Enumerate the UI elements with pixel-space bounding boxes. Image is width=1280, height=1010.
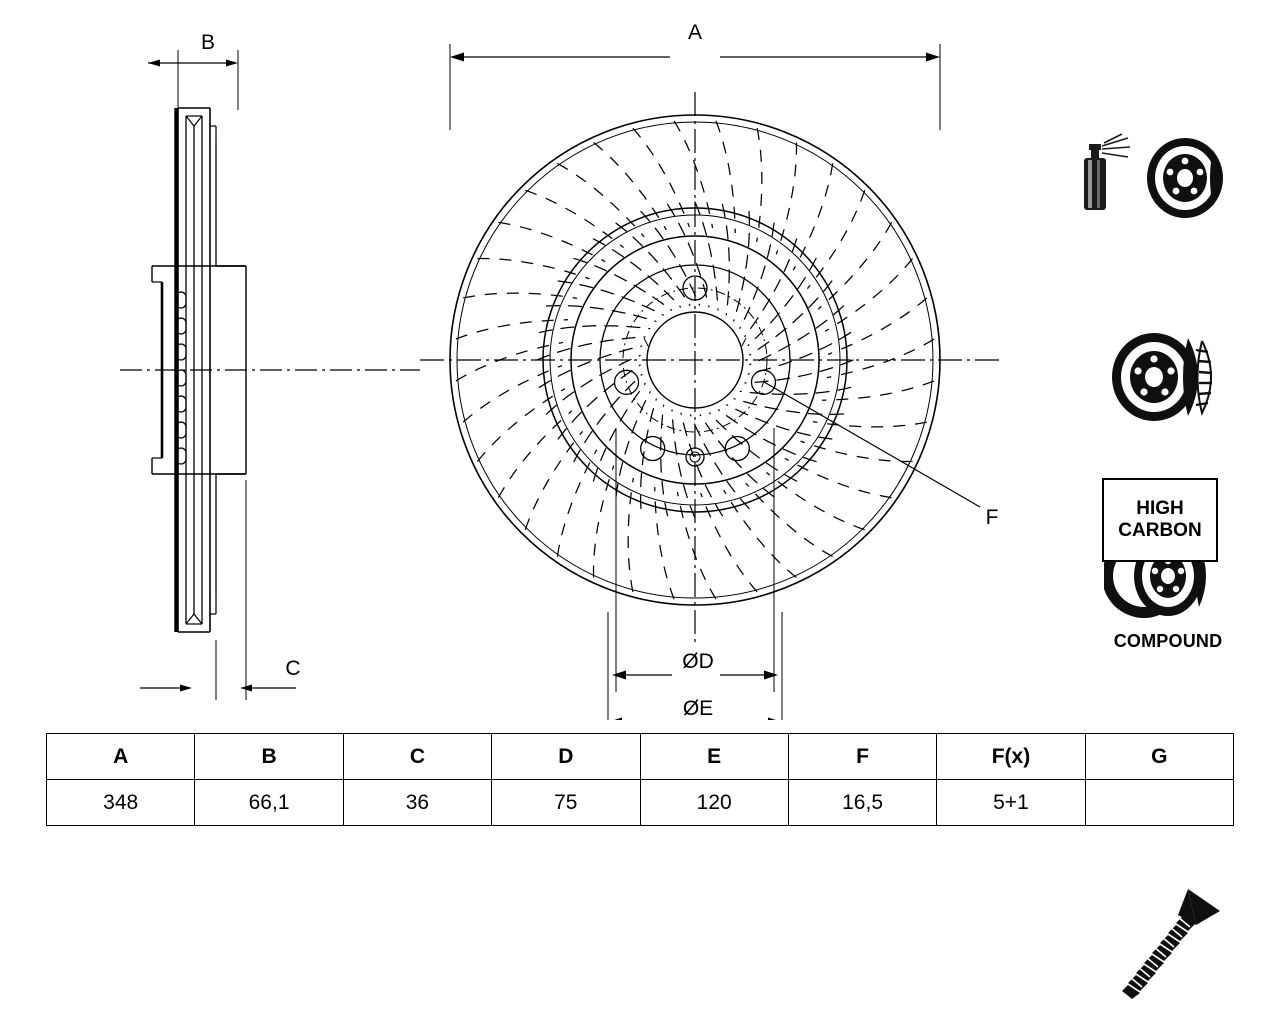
feature-icons — [1080, 130, 1260, 710]
spray-coating-disc-icon — [1080, 130, 1240, 220]
side-view-svg — [120, 30, 420, 710]
vented-disc-icon — [1092, 330, 1242, 425]
table-header-B: B — [195, 734, 343, 780]
front-view-svg — [420, 20, 1000, 720]
table-header-A: A — [47, 734, 195, 780]
mounting-screw-icon — [1092, 885, 1232, 1005]
table-header-E: E — [640, 734, 788, 780]
table-value-A: 348 — [47, 780, 195, 826]
table-value-row — [47, 780, 1234, 826]
spec-table — [46, 733, 1234, 826]
table-header-F: F — [788, 734, 936, 780]
table-header-C: C — [343, 734, 491, 780]
high-carbon-line2: CARBON — [1118, 520, 1202, 541]
compound-label: COMPOUND — [1113, 631, 1223, 651]
table-value-C: 36 — [343, 780, 491, 826]
table-value-E: 120 — [640, 780, 788, 826]
disc-front-view — [420, 20, 1000, 720]
dim-label-F: F — [985, 506, 999, 529]
table-header-G: G — [1085, 734, 1233, 780]
disc-side-view — [120, 30, 420, 710]
table-value-D: 75 — [492, 780, 640, 826]
dim-label-E: ØE — [682, 697, 714, 720]
table-value-G — [1085, 780, 1233, 826]
table-header-D: D — [492, 734, 640, 780]
table-value-Fx: 5+1 — [937, 780, 1085, 826]
dim-label-D: ØD — [682, 650, 714, 673]
dim-label-C: C — [285, 657, 301, 680]
high-carbon-badge — [1102, 478, 1218, 562]
high-carbon-line1: HIGH — [1136, 498, 1184, 520]
table-value-F: 16,5 — [788, 780, 936, 826]
table-header-Fx: F(x) — [937, 734, 1085, 780]
dim-label-B: B — [200, 31, 215, 54]
table-header-row — [47, 734, 1234, 780]
table-value-B: 66,1 — [195, 780, 343, 826]
dim-label-A: A — [687, 21, 702, 44]
